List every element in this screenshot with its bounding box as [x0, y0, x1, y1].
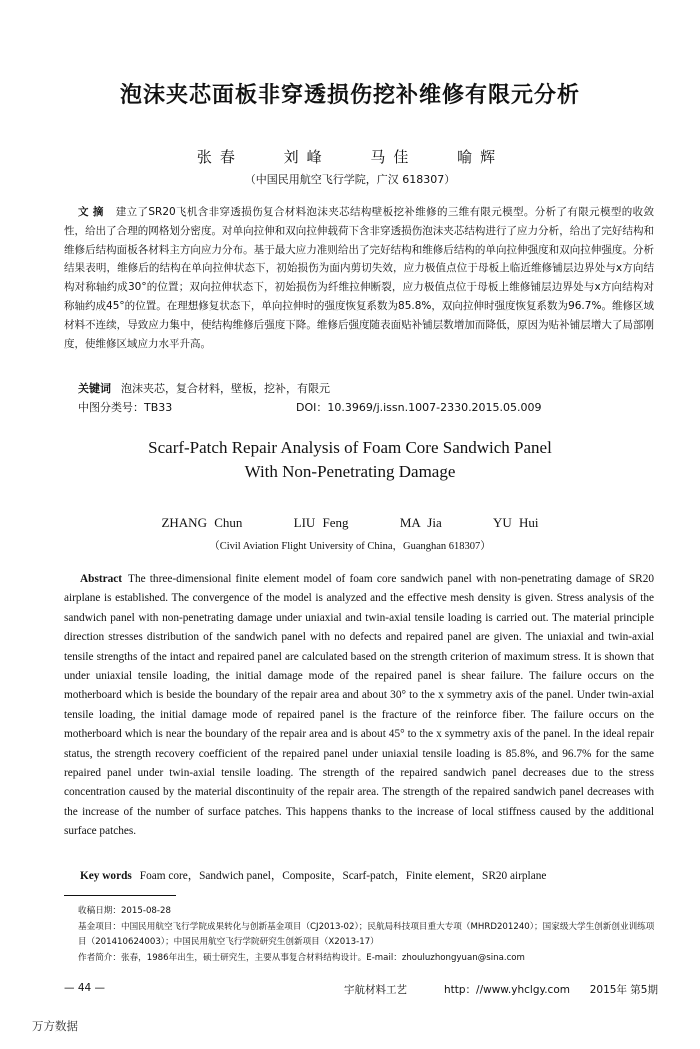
english-affiliation: （Civil Aviation Flight University of China，Guanghan 618307）: [209, 541, 491, 552]
footnotes: [64, 904, 658, 966]
chinese-title: 泡沫夹芯面板非穿透损伤挖补维修有限元分析: [119, 83, 580, 108]
english-keywords-text: Foam core，Sandwich panel，Composite，Scarf-patch，Finite element，SR20 airplane: [139, 870, 547, 882]
english-author: YU Hui: [492, 515, 539, 530]
chinese-keywords: [78, 380, 658, 396]
english-title: [0, 436, 700, 484]
chinese-keywords-label: 关键词: [78, 382, 111, 395]
chinese-abstract-text: 建立了SR20飞机含非穿透损伤复合材料泡沫夹芯结构壁板挖补维修的三维有限元模型。分析了有限元模型的收敛性，给出了合理的网格划分密度。对单向拉伸和双向拉伸载荷下含非穿透损伤泡沫夹芯结构进行了应力分析，给出了完好结构和维修后结构面板各材料主方向应力分布。基于最大应力准则给出了完好结构和维修后结构的单向拉伸强度和双向拉伸强度。分析结果表明，维修后的结构在单向拉伸状态下，初始损伤为面内剪切失效，应力极值点位于母板上临近维修铺层边界处与x方向结构对称轴约成30°的位置；双向拉伸状态下，初始损伤为纤维拉伸断裂，应力极值点位于母板上维修铺层边界处与x方向结构对称轴约成45°的位置。在理想修复状态下，单向拉伸时的强度恢复系数为85.8%，双向拉伸时强度恢复系数为96.7%。维修区域材料不连续，导致应力集中，使结构维修后强度下降。维修后强度随表面贴补铺层数增加而降低，原因为贴补铺层增大了局部刚度，使维修区域应力水平升高。: [64, 206, 654, 350]
chinese-affiliation: （中国民用航空飞行学院，广汉 618307）: [244, 173, 456, 186]
page-number: — 44 —: [64, 982, 106, 994]
chinese-abstract: [64, 203, 654, 353]
issue-info: 2015年 第5期: [589, 984, 658, 996]
footnote-author-info: 作者简介：张春，1986年出生，硕士研究生，主要从事复合材料结构设计。E-mail：zhouluzhongyuan@sina.com: [78, 952, 525, 963]
english-abstract-text: The three-dimensional finite element model of foam core sandwich panel with non-penetrating damage of SR20 airplane is established. The convergence of the model is analyzed and the effective mesh density is given. Stress analysis of the sandwich panel with non-penetrating damage under uniaxial and twin-axial tensile loading is carried out. The material principle direction stresses distribution of the sandwich panel with no defects and repaired panel are given. The uniaxial and twin-axial tensile strengths of the intact and repaired panel are calculated based on the strength criterion of maximum stress. It is shown that under uniaxial tensile loading, the initial damage mode of the repaired panel is shear failure. The failure occurs on the motherboard which is beside the boundary of the repair area and about 30° to the x symmetry axis of the panel. Under twin-axial tensile loading, the initial damage mode of repaired panel is the fracture of the reinforce fiber. The failure occurs on the motherboard which is near the boundary of the repair area and is about 45° to the x symmetry axis of the panel. In the ideal repair status, the strength recovery coefficient of the repaired panel under uniaxial tensile loading is 85.8%, and 96.7% for the same repaired panel under twin-axial tensile loading. The strength of the repaired sandwich panel decreases due to the stress concentration caused by the material discontinuity of the repair area. The strength of the repaired sandwich panel decreases with the increase of the number of surface patches. This happens thanks to the increase of local stiffness caused by the additional surface patches.: [64, 573, 654, 838]
english-author: LIU Feng: [293, 515, 349, 530]
english-keywords-label: Key words: [80, 870, 132, 882]
english-keywords: [80, 867, 660, 883]
page-footer: [64, 982, 658, 998]
chinese-authors: 张春 刘峰 马佳 喻辉: [196, 148, 504, 166]
footnote-received: 收稿日期：2015-08-28: [78, 906, 171, 916]
english-author: ZHANG Chun: [161, 515, 243, 530]
class-number: TB33: [144, 401, 173, 414]
english-author: MA Jia: [399, 515, 442, 530]
english-title-line-2: With Non-Penetrating Damage: [244, 462, 456, 481]
journal-name: 宇航材料工艺: [344, 984, 407, 996]
chinese-abstract-label: 文摘: [78, 206, 108, 218]
watermark: 万方数据: [32, 1019, 78, 1033]
english-title-line-1: Scarf-Patch Repair Analysis of Foam Core Sandwich Panel: [148, 438, 552, 457]
footnote-funding: 基金项目：中国民用航空飞行学院成果转化与创新基金项目（CJ2013-02）；民航局科技项目重大专项（MHRD201240）；国家级大学生创新创业训练项目（201410624003）；中国民用航空飞行学院研究生创新项目（X2013-17）: [78, 921, 655, 947]
footnote-divider: [64, 895, 176, 896]
english-abstract-label: Abstract: [80, 573, 123, 585]
english-abstract: [64, 570, 654, 842]
english-authors: [0, 515, 700, 531]
chinese-keywords-text: 泡沫夹芯，复合材料，壁板，挖补，有限元: [121, 382, 330, 395]
class-label: 中图分类号：: [78, 401, 144, 414]
classification-row: [78, 399, 658, 415]
doi[interactable]: DOI：10.3969/j.issn.1007-2330.2015.05.009: [296, 401, 542, 414]
journal-url[interactable]: http：//www.yhclgy.com: [444, 984, 570, 996]
